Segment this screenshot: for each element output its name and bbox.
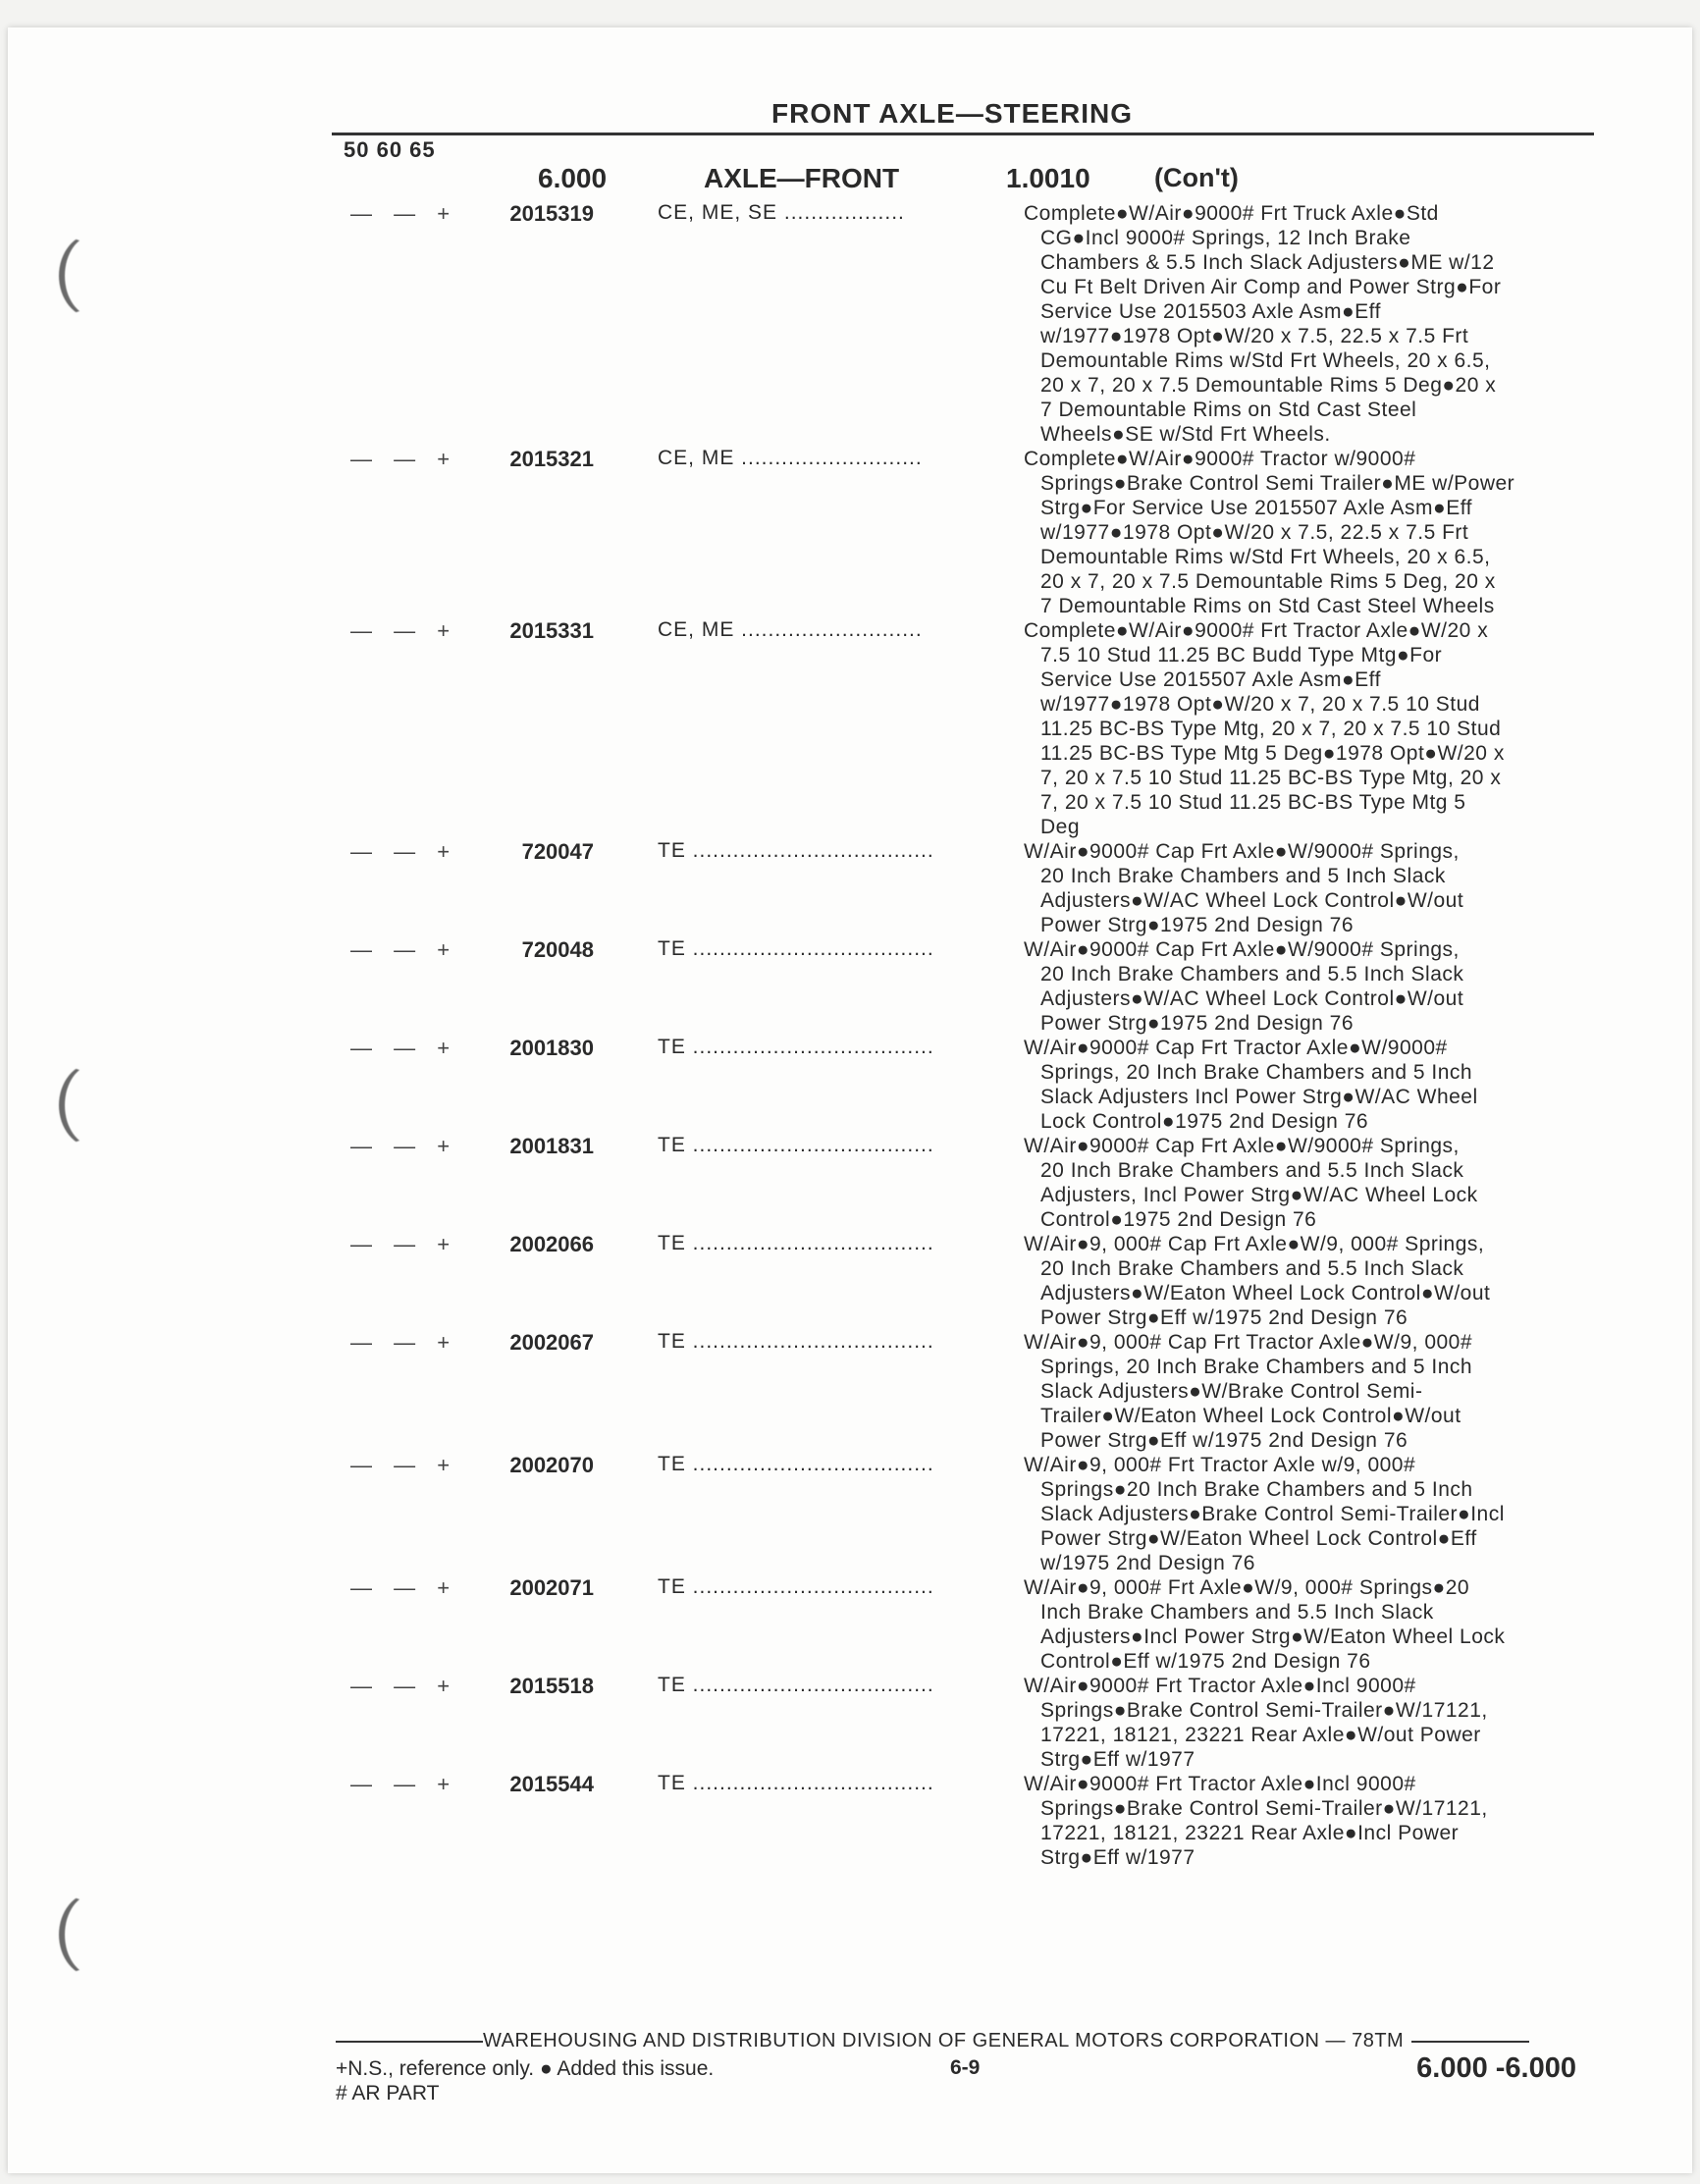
page-number: 6-9 [950,2056,981,2079]
part-number: 2002071 [509,1575,594,1600]
list-item [0,1453,1700,1575]
group-code: 1.0010 [1006,163,1090,193]
part-number: 2002066 [509,1232,594,1256]
title-rule [332,133,1594,135]
description-line: Power Strg●1975 2nd Design 76 [1040,914,1355,936]
list-item [0,1330,1700,1453]
footer-note-ns: +N.S., reference only. ● Added this issue. [336,2057,715,2080]
description-line: Lock Control●1975 2nd Design 76 [1040,1110,1369,1133]
description-line: 17221, 18121, 23221 Rear Axle●W/out Power [1040,1724,1481,1746]
description-line: CG●Incl 9000# Springs, 12 Inch Brake [1040,227,1411,249]
years-header: 50 60 65 [344,137,436,162]
model-codes: TE .................................... [658,839,934,862]
part-description [1024,1330,1613,1453]
part-description [1024,1674,1613,1772]
description-line: 7, 20 x 7.5 10 Stud 11.25 BC-BS Type Mtg, 20 x [1040,767,1502,789]
description-line: Springs●Brake Control Semi Trailer●ME w/Power [1040,472,1515,495]
description-line: W/Air●9000# Cap Frt Axle●W/9000# Springs, [1024,840,1460,863]
year-flags: — — + [350,1575,458,1600]
description-line: Deg [1040,816,1081,838]
description-line: Slack Adjusters●W/Brake Control Semi- [1040,1380,1423,1403]
description-line: 7 Demountable Rims on Std Cast Steel Wheels [1040,595,1495,617]
list-item [0,1232,1700,1330]
description-line: W/Air●9000# Cap Frt Axle●W/9000# Springs, [1024,938,1460,961]
description-line: Adjusters●W/AC Wheel Lock Control●W/out [1040,889,1464,912]
description-line: W/Air●9000# Cap Frt Tractor Axle●W/9000# [1024,1037,1448,1059]
part-number: 2015321 [509,447,594,471]
description-line: Springs●Brake Control Semi-Trailer●W/17121, [1040,1797,1488,1820]
model-codes: TE .................................... [658,1134,934,1156]
part-number: 2015319 [509,201,594,226]
description-line: 11.25 BC-BS Type Mtg, 20 x 7, 20 x 7.5 10 Stud [1040,718,1502,740]
part-number: 2015544 [509,1772,594,1796]
part-description [1024,1772,1613,1870]
model-codes: TE .................................... [658,1674,934,1696]
description-line: Adjusters●Incl Power Strg●W/Eaton Wheel Lock [1040,1625,1506,1648]
description-line: Service Use 2015503 Axle Asm●Eff [1040,300,1381,323]
year-flags: — — + [350,618,458,643]
description-line: Control●1975 2nd Design 76 [1040,1208,1317,1231]
description-line: Strg●Eff w/1977 [1040,1748,1195,1771]
group-name: AXLE—FRONT [704,163,900,193]
description-line: Adjusters●W/AC Wheel Lock Control●W/out [1040,987,1464,1010]
description-line: Wheels●SE w/Std Frt Wheels. [1040,423,1331,446]
part-number: 2001831 [509,1134,594,1158]
description-line: 20 Inch Brake Chambers and 5.5 Inch Slack [1040,963,1464,985]
description-line: 7.5 10 Stud 11.25 BC Budd Type Mtg●For [1040,644,1443,666]
binder-hole [59,1892,128,1977]
year-flags: — — + [350,839,458,864]
part-description [1024,937,1613,1036]
description-line: Adjusters●W/Eaton Wheel Lock Control●W/out [1040,1282,1491,1305]
description-line: 7 Demountable Rims on Std Cast Steel [1040,399,1417,421]
description-line: W/Air●9000# Frt Tractor Axle●Incl 9000# [1024,1675,1416,1697]
footer-note-ar: # AR PART [336,2082,440,2104]
year-flags: — — + [350,1330,458,1355]
part-description [1024,618,1613,839]
description-line: W/Air●9, 000# Cap Frt Tractor Axle●W/9, 000# [1024,1331,1473,1354]
model-codes: TE .................................... [658,1453,934,1475]
model-codes: TE .................................... [658,1330,934,1353]
description-line: Power Strg●Eff w/1975 2nd Design 76 [1040,1306,1408,1329]
description-line: Power Strg●W/Eaton Wheel Lock Control●Eff [1040,1527,1477,1550]
model-codes: CE, ME ........................... [658,618,923,641]
list-item [0,1036,1700,1134]
description-line: Service Use 2015507 Axle Asm●Eff [1040,668,1381,691]
model-codes: TE .................................... [658,1575,934,1598]
description-line: Springs●20 Inch Brake Chambers and 5 Inch [1040,1478,1473,1501]
description-line: Slack Adjusters●Brake Control Semi-Trailer●Incl [1040,1503,1505,1525]
model-codes: TE .................................... [658,1232,934,1254]
list-item [0,839,1700,937]
model-codes: TE .................................... [658,1772,934,1794]
part-description [1024,1453,1613,1575]
description-line: Inch Brake Chambers and 5.5 Inch Slack [1040,1601,1434,1624]
model-codes: CE, ME ........................... [658,447,923,469]
description-line: w/1977●1978 Opt●W/20 x 7, 20 x 7.5 10 Stud [1040,693,1480,716]
parts-list [0,201,1700,1870]
footer-notes [336,2056,714,2105]
list-item [0,1134,1700,1232]
description-line: Adjusters, Incl Power Strg●W/AC Wheel Lock [1040,1184,1478,1206]
footer-division: WAREHOUSING AND DISTRIBUTION DIVISION OF GENERAL MOTORS CORPORATION — 78TM [336,2030,1529,2052]
description-line: Trailer●W/Eaton Wheel Lock Control●W/out [1040,1405,1461,1427]
description-line: Control●Eff w/1975 2nd Design 76 [1040,1650,1371,1673]
continued-label: (Con't) [1154,163,1239,192]
description-line: Complete●W/Air●9000# Frt Truck Axle●Std [1024,202,1439,225]
part-description [1024,1232,1613,1330]
description-line: 20 Inch Brake Chambers and 5 Inch Slack [1040,865,1446,887]
description-line: 20 Inch Brake Chambers and 5.5 Inch Slack [1040,1257,1464,1280]
part-description [1024,201,1613,447]
list-item [0,1575,1700,1674]
part-number: 2015331 [509,618,594,643]
description-line: Power Strg●Eff w/1975 2nd Design 76 [1040,1429,1408,1452]
part-description [1024,1036,1613,1134]
list-item [0,201,1700,447]
description-line: W/Air●9, 000# Frt Axle●W/9, 000# Springs●20 [1024,1576,1470,1599]
list-item [0,618,1700,839]
year-flags: — — + [350,201,458,226]
year-flags: — — + [350,1772,458,1796]
list-item [0,937,1700,1036]
model-codes: TE .................................... [658,937,934,960]
description-line: 20 x 7, 20 x 7.5 Demountable Rims 5 Deg, 20 x [1040,570,1496,593]
description-line: Strg●Eff w/1977 [1040,1846,1195,1869]
year-flags: — — + [350,937,458,962]
description-line: w/1977●1978 Opt●W/20 x 7.5, 22.5 x 7.5 Frt [1040,521,1469,544]
description-line: Chambers & 5.5 Inch Slack Adjusters●ME w/12 [1040,251,1495,274]
description-line: 7, 20 x 7.5 10 Stud 11.25 BC-BS Type Mtg 5 [1040,791,1466,814]
description-line: W/Air●9000# Cap Frt Axle●W/9000# Springs, [1024,1135,1460,1157]
part-number: 2015518 [509,1674,594,1698]
list-item [0,447,1700,618]
description-line: W/Air●9, 000# Frt Tractor Axle w/9, 000# [1024,1454,1416,1476]
description-line: 11.25 BC-BS Type Mtg 5 Deg●1978 Opt●W/20 x [1040,742,1505,765]
description-line: Demountable Rims w/Std Frt Wheels, 20 x 6.5, [1040,546,1491,568]
year-flags: — — + [350,1232,458,1256]
description-line: 20 Inch Brake Chambers and 5.5 Inch Slack [1040,1159,1464,1182]
description-line: 17221, 18121, 23221 Rear Axle●Incl Power [1040,1822,1460,1844]
footer-rule [336,2041,483,2043]
model-codes: CE, ME, SE .................. [658,201,905,224]
list-item [0,1674,1700,1772]
list-item [0,1772,1700,1870]
part-number: 2002067 [509,1330,594,1355]
description-line: w/1977●1978 Opt●W/20 x 7.5, 22.5 x 7.5 Frt [1040,325,1469,347]
part-number: 2001830 [509,1036,594,1060]
description-line: 20 x 7, 20 x 7.5 Demountable Rims 5 Deg●20 x [1040,374,1497,397]
description-line: Complete●W/Air●9000# Frt Tractor Axle●W/20 x [1024,619,1489,642]
part-number: 2002070 [509,1453,594,1477]
description-line: W/Air●9, 000# Cap Frt Axle●W/9, 000# Springs, [1024,1233,1485,1255]
model-codes: TE .................................... [658,1036,934,1058]
description-line: W/Air●9000# Frt Tractor Axle●Incl 9000# [1024,1773,1416,1795]
description-line: Strg●For Service Use 2015507 Axle Asm●Eff [1040,497,1473,519]
description-line: Slack Adjusters Incl Power Strg●W/AC Wheel [1040,1086,1478,1108]
description-line: Springs●Brake Control Semi-Trailer●W/17121, [1040,1699,1488,1722]
part-number: 720048 [521,937,594,962]
part-description [1024,1134,1613,1232]
section-range: 6.000 -6.000 [1416,2052,1576,2084]
group-number: 6.000 [538,163,608,193]
description-line: w/1975 2nd Design 76 [1040,1552,1255,1574]
year-flags: — — + [350,1036,458,1060]
year-flags: — — + [350,1453,458,1477]
description-line: Complete●W/Air●9000# Tractor w/9000# [1024,448,1416,470]
description-line: Springs, 20 Inch Brake Chambers and 5 Inch [1040,1356,1473,1378]
footer-rule [1411,2041,1529,2043]
description-line: Demountable Rims w/Std Frt Wheels, 20 x 6.5, [1040,349,1491,372]
year-flags: — — + [350,1134,458,1158]
description-line: Springs, 20 Inch Brake Chambers and 5 Inch [1040,1061,1473,1084]
year-flags: — — + [350,1674,458,1698]
part-number: 720047 [521,839,594,864]
year-flags: — — + [350,447,458,471]
part-description [1024,1575,1613,1674]
part-description [1024,447,1613,618]
part-description [1024,839,1613,937]
description-line: Power Strg●1975 2nd Design 76 [1040,1012,1355,1035]
description-line: Cu Ft Belt Driven Air Comp and Power Strg●For [1040,276,1502,298]
